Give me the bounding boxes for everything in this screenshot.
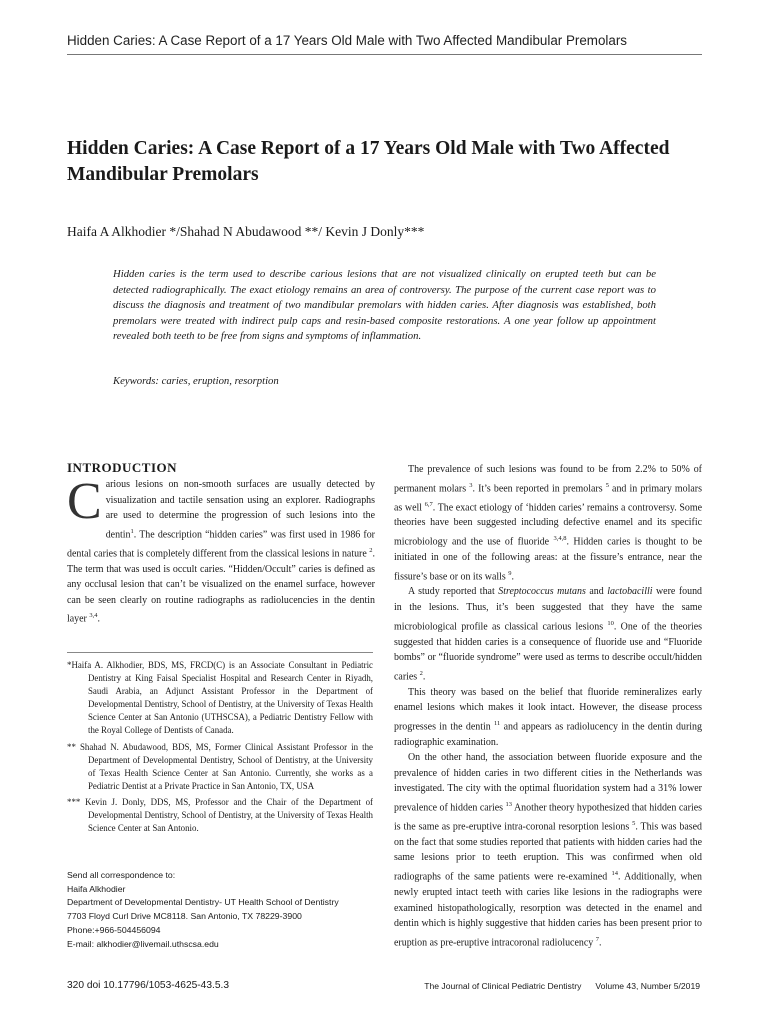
article-title: Hidden Caries: A Case Report of a 17 Years Old Male with Two Affected Mandibular Premolars [67,138,670,185]
right-column [394,462,702,951]
journal-name: The Journal of Clinical Pediatric Dentistry [424,981,582,991]
correspondence-block [67,869,373,951]
body-paragraph: A study reported that Streptococcus mutans and lactobacilli were found in the lesions. Thus, it’s been suggested that they have the same microbiological profile as classical carious lesions $^{10}$. One of the theories suggested that hidden caries is a consequence of fluoride use and “Fluoride bombs” or “fluoride syndrome” were used as terms to describe occult/hidden caries $^2$. [394,586,703,682]
correspondence-email: E-mail: alkhodier@livemail.uthscsa.edu [67,938,219,949]
drop-cap: C [67,473,102,530]
body-paragraph: The prevalence of such lesions was found to be from 2.2% to 50% of permanent molars $^3$. It’s been reported in premolars $^5$ and in primary molars as well $^{6,7}$. The exact etiology of ‘hidden caries’ remains a controversy. Some theories have been suggested including defective enamel and its specific microbiology and the use of fluoride $^{3,4,8}$. Hidden caries is thought to be initiated in one of the following areas: at the fissure’s entrance, near the fissure’s base or on its walls $^9$. [394,464,702,582]
author-list: Haifa A Alkhodier */Shahad N Abudawood **/ Kevin J Donly*** [67,224,425,239]
introduction-column [67,473,375,627]
citation-sup: 3,4 [89,612,98,620]
citation-sup: 1 [130,527,134,535]
footnote-author-1: *Haifa A. Alkhodier, BDS, MS, FRCD(C) is an Associate Consultant in Pediatric Dentistry at King Faisal Specialist Hospital and Research Center in Riyadh, Saudi Arabia, an Adjunct Assistant Professor in the Department of Developmental Dentistry, School of Dentistry, at the University of Texas Health Science Center at San Antonio (UTHSCSA), a Pediatric Dentistry Fellow with the Royal College of Dentists of Canada. [67,660,373,736]
species-name: lactobacilli [607,586,653,598]
volume-info: Volume 43, Number 5/2019 [595,981,700,991]
header-rule [67,54,702,55]
citation-sup: 10 [607,619,614,627]
citation-sup: 3 [469,481,473,489]
correspondence-name: Haifa Alkhodier [67,883,126,894]
correspondence-phone: Phone:+966-504456094 [67,924,161,935]
citation-sup: 5 [605,481,609,489]
citation-sup: 2 [369,546,373,554]
citation-sup: 13 [505,801,513,809]
keywords: Keywords: caries, eruption, resorption [113,375,279,387]
citation-sup: 7 [595,935,599,943]
citation-sup: 14 [611,870,618,878]
citation-sup: 11 [494,719,501,727]
footnote-author-3: *** Kevin J. Donly, DDS, MS, Professor and the Chair of the Department of Developmental Dentistry, School of Dentistry, at the University of Texas Health Science Center at San Antonio. [67,796,373,834]
citation-sup: 6,7 [424,500,433,508]
correspondence-address: 7703 Floyd Curl Drive MC8118. San Antonio, TX 78229-3900 [67,911,302,922]
body-paragraph: On the other hand, the association between fluoride exposure and the prevalence of hidden caries in two different cities in the Netherlands was investigated. The city with the optimal fluoridation system had a 31% lower prevalence of hidden caries $^{13}$ Another theory hypothesized that hidden caries is the same as pre-eruptive intra-coronal resorption lesions $^5$. This was based on the fact that some studies reported that patients with hidden caries had the same lesions prior to teeth eruption. This was confirmed when old radiographs of the same patients were re-examined $^{14}$. Additionally, when newly erupted intact teeth with caries like lesions in the radiographs were examined histopathologically, resorption was detected in the enamel and dentin which is highly suggestive that hidden caries has been present prior to eruption as pre-eruptive intracoronal radiolucency $^7$. [394,752,702,949]
footnote-author-2: ** Shahad N. Abudawood, BDS, MS, Former Clinical Assistant Professor in the Department of Developmental Dentistry, School of Dentistry, at the University of Texas Health Science Center at San Antonio. Currently, she works as a Pediatric Dentist at a Private Practice in San Antonio, TX, USA [67,741,373,791]
correspondence-department: Department of Developmental Dentistry- UT Health School of Dentistry [67,897,339,908]
footnote-rule [67,652,373,653]
intro-paragraph: Carious lesions on non-smooth surfaces are usually detected by visualization and tactile sensation using an explorer. Radiographs are used to determine the progression of such lesions into the dentin$^1$. The description “hidden caries” was first used in 1986 for dental caries that is completely different from the classical lesions in nature $^2$. The term that was used is occult caries. “Hidden/Occult” caries is defined as any occlusal lesion that can’t be visualized on the enamel surface, however can be seen clearly on routine radiographs as radiolucencies in the dentin layer $^{3,4}$. [67,473,375,625]
citation-sup: 2 [419,669,423,677]
journal-footer [382,981,700,991]
species-name: Streptococcus mutans [498,586,586,598]
body-paragraph: This theory was based on the belief that fluoride remineralizes early enamel lesions which makes it look intact. However, the disease process progresses in the dentin $^{11}$ and appears as radiolucency in the dentin during radiographic examination. [394,686,702,748]
abstract: Hidden caries is the term used to describe carious lesions that are not visualized clinically on erupted teeth but can be detected radiographically. The exact etiology remains an area of controversy. The purpose of the current case report was to discuss the diagnosis and treatment of two mandibular premolars with hidden caries. After diagnosis was established, both premolars were treated with indirect pulp caps and resin-based composite restorations. A one year follow up appointment revealed both teeth to be free from signs and symptoms of inflammation. [113,268,656,343]
running-head: Hidden Caries: A Case Report of a 17 Years Old Male with Two Affected Mandibular Premolars [67,33,627,48]
citation-sup: 3,4,8 [553,535,567,542]
citation-sup: 9 [508,569,512,577]
section-heading-introduction: INTRODUCTION [67,460,178,475]
correspondence-label: Send all correspondence to: [67,870,176,880]
citation-sup: 5 [632,819,636,827]
page-number-doi: 320 doi 10.17796/1053-4625-43.5.3 [67,980,230,991]
author-footnotes [67,659,373,835]
